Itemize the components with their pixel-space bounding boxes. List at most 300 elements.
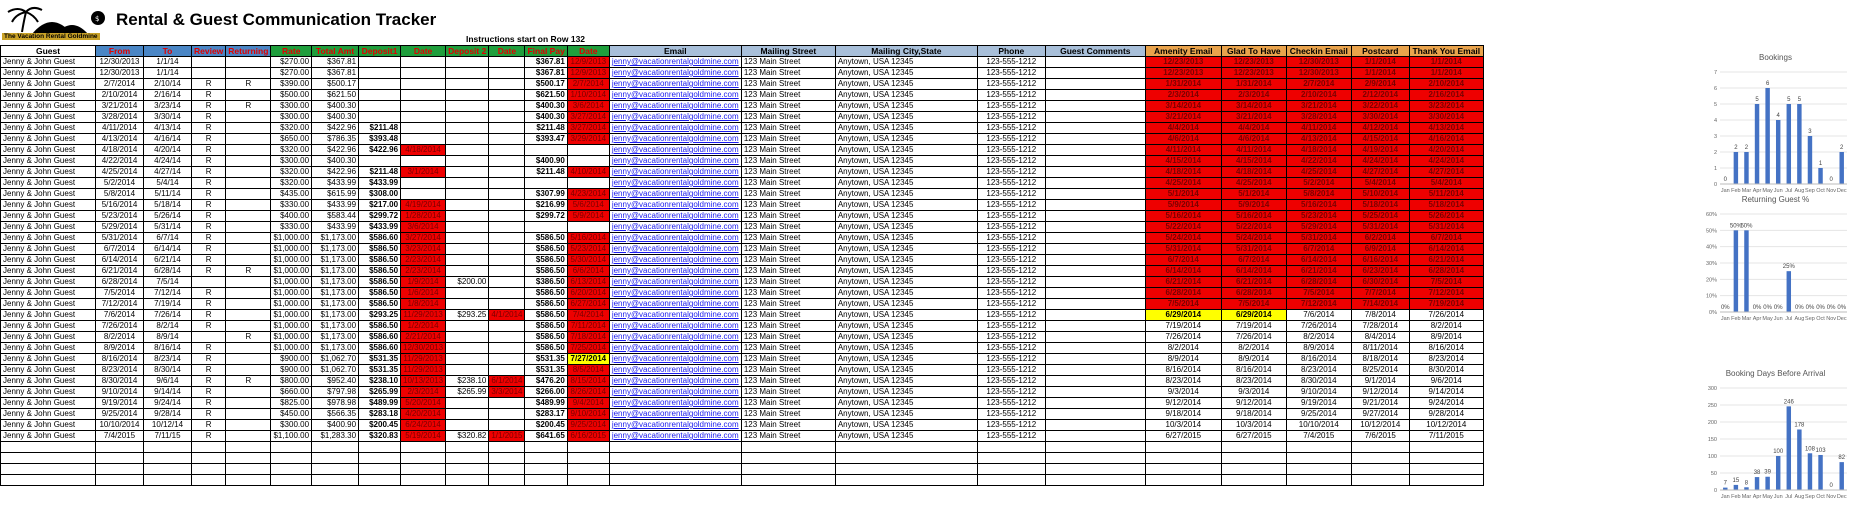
cell-thank-you-email[interactable]: 6/28/2014	[1409, 266, 1483, 277]
cell-phone[interactable]: 123-555-1212	[977, 387, 1045, 398]
cell-guest-comments[interactable]	[1045, 211, 1145, 222]
cell-glad-to-have[interactable]: 6/21/2014	[1221, 277, 1286, 288]
cell-email[interactable]: jenny@vacationrentalgoldmine.com	[609, 277, 741, 288]
cell-mailing-city[interactable]: Anytown, USA 12345	[835, 354, 977, 365]
cell-rate[interactable]: $1,000.00	[271, 233, 312, 244]
cell-mailing-street[interactable]: 123 Main Street	[741, 156, 835, 167]
cell-glad-to-have[interactable]: 4/25/2014	[1221, 178, 1286, 189]
cell-rate[interactable]: $1,000.00	[271, 343, 312, 354]
cell-rate[interactable]: $400.00	[271, 211, 312, 222]
cell-review[interactable]: R	[192, 79, 226, 90]
cell-deposit1[interactable]: $200.45	[359, 420, 401, 431]
cell-total-amt[interactable]: $978.98	[312, 398, 359, 409]
cell-date1[interactable]: 1/8/2014	[401, 299, 446, 310]
cell-total-amt[interactable]: $1,173.00	[312, 343, 359, 354]
header-final-pay[interactable]: Final Pay	[525, 46, 567, 57]
cell-rate[interactable]: $1,000.00	[271, 332, 312, 343]
cell-email[interactable]: jenny@vacationrentalgoldmine.com	[609, 321, 741, 332]
cell-postcard[interactable]: 8/11/2014	[1351, 343, 1409, 354]
cell-email[interactable]: jenny@vacationrentalgoldmine.com	[609, 299, 741, 310]
cell-date3[interactable]: 3/27/2014	[567, 123, 609, 134]
cell-date1[interactable]: 1/2/2014	[401, 321, 446, 332]
cell-guest-comments[interactable]	[1045, 431, 1145, 442]
cell-rate[interactable]: $330.00	[271, 222, 312, 233]
cell-mailing-city[interactable]: Anytown, USA 12345	[835, 343, 977, 354]
cell-date2[interactable]: 4/1/2014	[489, 310, 525, 321]
empty-cell[interactable]	[401, 464, 446, 475]
cell-mailing-city[interactable]: Anytown, USA 12345	[835, 57, 977, 68]
cell-checkin-email[interactable]: 5/8/2014	[1286, 189, 1351, 200]
cell-thank-you-email[interactable]: 1/1/2014	[1409, 57, 1483, 68]
cell-mailing-street[interactable]: 123 Main Street	[741, 178, 835, 189]
cell-postcard[interactable]: 1/1/2014	[1351, 57, 1409, 68]
cell-rate[interactable]: $650.00	[271, 134, 312, 145]
cell-date3[interactable]: 5/9/2014	[567, 211, 609, 222]
cell-final-pay[interactable]: $400.90	[525, 156, 567, 167]
cell-deposit1[interactable]: $531.35	[359, 365, 401, 376]
cell-checkin-email[interactable]: 10/10/2014	[1286, 420, 1351, 431]
empty-cell[interactable]	[1, 442, 96, 453]
cell-amenity-email[interactable]: 6/14/2014	[1145, 266, 1221, 277]
cell-date1[interactable]: 11/29/2013	[401, 354, 446, 365]
cell-guest[interactable]: Jenny & John Guest	[1, 57, 96, 68]
cell-deposit2[interactable]	[446, 365, 489, 376]
cell-phone[interactable]: 123-555-1212	[977, 420, 1045, 431]
empty-cell[interactable]	[144, 475, 192, 486]
empty-cell[interactable]	[1409, 453, 1483, 464]
cell-phone[interactable]: 123-555-1212	[977, 211, 1045, 222]
cell-amenity-email[interactable]: 4/25/2014	[1145, 178, 1221, 189]
cell-to[interactable]: 6/7/14	[144, 233, 192, 244]
cell-guest-comments[interactable]	[1045, 244, 1145, 255]
empty-cell[interactable]	[741, 475, 835, 486]
cell-total-amt[interactable]: $1,173.00	[312, 310, 359, 321]
cell-mailing-city[interactable]: Anytown, USA 12345	[835, 68, 977, 79]
cell-mailing-city[interactable]: Anytown, USA 12345	[835, 167, 977, 178]
cell-date3[interactable]: 4/23/2014	[567, 189, 609, 200]
cell-to[interactable]: 6/28/14	[144, 266, 192, 277]
cell-guest-comments[interactable]	[1045, 420, 1145, 431]
cell-total-amt[interactable]: $1,062.70	[312, 354, 359, 365]
cell-glad-to-have[interactable]: 5/24/2014	[1221, 233, 1286, 244]
cell-amenity-email[interactable]: 9/3/2014	[1145, 387, 1221, 398]
cell-date1[interactable]	[401, 68, 446, 79]
cell-returning[interactable]	[226, 90, 271, 101]
cell-deposit2[interactable]	[446, 299, 489, 310]
cell-thank-you-email[interactable]: 8/9/2014	[1409, 332, 1483, 343]
cell-amenity-email[interactable]: 5/24/2014	[1145, 233, 1221, 244]
cell-glad-to-have[interactable]: 5/22/2014	[1221, 222, 1286, 233]
cell-final-pay[interactable]: $489.99	[525, 398, 567, 409]
cell-returning[interactable]: R	[226, 332, 271, 343]
cell-thank-you-email[interactable]: 7/5/2014	[1409, 277, 1483, 288]
cell-from[interactable]: 5/8/2014	[96, 189, 144, 200]
empty-cell[interactable]	[977, 475, 1045, 486]
cell-date2[interactable]	[489, 233, 525, 244]
cell-postcard[interactable]: 5/4/2014	[1351, 178, 1409, 189]
cell-glad-to-have[interactable]: 6/29/2014	[1221, 310, 1286, 321]
cell-glad-to-have[interactable]: 3/14/2014	[1221, 101, 1286, 112]
cell-guest-comments[interactable]	[1045, 101, 1145, 112]
header-amenity-email[interactable]: Amenity Email	[1145, 46, 1221, 57]
cell-email[interactable]: jenny@vacationrentalgoldmine.com	[609, 57, 741, 68]
cell-checkin-email[interactable]: 4/11/2014	[1286, 123, 1351, 134]
cell-to[interactable]: 4/16/14	[144, 134, 192, 145]
cell-date3[interactable]: 4/10/2014	[567, 167, 609, 178]
header-email[interactable]: Email	[609, 46, 741, 57]
cell-deposit1[interactable]: $531.35	[359, 354, 401, 365]
cell-returning[interactable]	[226, 409, 271, 420]
cell-total-amt[interactable]: $566.35	[312, 409, 359, 420]
cell-date2[interactable]	[489, 101, 525, 112]
cell-final-pay[interactable]: $211.48	[525, 123, 567, 134]
cell-checkin-email[interactable]: 8/2/2014	[1286, 332, 1351, 343]
cell-to[interactable]: 7/12/14	[144, 288, 192, 299]
cell-date2[interactable]	[489, 354, 525, 365]
cell-checkin-email[interactable]: 6/21/2014	[1286, 266, 1351, 277]
cell-date1[interactable]: 3/27/2014	[401, 233, 446, 244]
cell-checkin-email[interactable]: 8/16/2014	[1286, 354, 1351, 365]
cell-guest-comments[interactable]	[1045, 57, 1145, 68]
cell-guest[interactable]: Jenny & John Guest	[1, 321, 96, 332]
cell-guest[interactable]: Jenny & John Guest	[1, 134, 96, 145]
empty-cell[interactable]	[609, 464, 741, 475]
cell-total-amt[interactable]: $797.98	[312, 387, 359, 398]
cell-glad-to-have[interactable]: 10/3/2014	[1221, 420, 1286, 431]
header-thank-you-email[interactable]: Thank You Email	[1409, 46, 1483, 57]
cell-checkin-email[interactable]: 7/12/2014	[1286, 299, 1351, 310]
cell-thank-you-email[interactable]: 6/14/2014	[1409, 244, 1483, 255]
cell-from[interactable]: 5/23/2014	[96, 211, 144, 222]
cell-date1[interactable]: 2/21/2014	[401, 332, 446, 343]
cell-rate[interactable]: $320.00	[271, 178, 312, 189]
cell-phone[interactable]: 123-555-1212	[977, 79, 1045, 90]
cell-mailing-city[interactable]: Anytown, USA 12345	[835, 79, 977, 90]
cell-mailing-city[interactable]: Anytown, USA 12345	[835, 112, 977, 123]
empty-cell[interactable]	[312, 464, 359, 475]
cell-thank-you-email[interactable]: 2/10/2014	[1409, 79, 1483, 90]
cell-review[interactable]: R	[192, 321, 226, 332]
cell-guest[interactable]: Jenny & John Guest	[1, 222, 96, 233]
cell-amenity-email[interactable]: 6/29/2014	[1145, 310, 1221, 321]
cell-date2[interactable]	[489, 68, 525, 79]
cell-date1[interactable]: 3/23/2014	[401, 244, 446, 255]
cell-checkin-email[interactable]: 5/29/2014	[1286, 222, 1351, 233]
cell-glad-to-have[interactable]: 8/16/2014	[1221, 365, 1286, 376]
cell-checkin-email[interactable]: 7/4/2015	[1286, 431, 1351, 442]
cell-deposit2[interactable]	[446, 332, 489, 343]
cell-guest-comments[interactable]	[1045, 90, 1145, 101]
cell-review[interactable]: R	[192, 178, 226, 189]
empty-cell[interactable]	[401, 475, 446, 486]
cell-from[interactable]: 2/7/2014	[96, 79, 144, 90]
cell-postcard[interactable]: 10/12/2014	[1351, 420, 1409, 431]
cell-mailing-street[interactable]: 123 Main Street	[741, 354, 835, 365]
cell-checkin-email[interactable]: 6/28/2014	[1286, 277, 1351, 288]
cell-deposit2[interactable]	[446, 233, 489, 244]
cell-rate[interactable]: $300.00	[271, 156, 312, 167]
cell-date2[interactable]: 3/3/2014	[489, 387, 525, 398]
cell-deposit2[interactable]	[446, 343, 489, 354]
cell-date2[interactable]	[489, 156, 525, 167]
cell-phone[interactable]: 123-555-1212	[977, 321, 1045, 332]
cell-date1[interactable]: 3/6/2014	[401, 222, 446, 233]
cell-phone[interactable]: 123-555-1212	[977, 167, 1045, 178]
cell-mailing-street[interactable]: 123 Main Street	[741, 68, 835, 79]
cell-review[interactable]: R	[192, 299, 226, 310]
cell-email[interactable]: jenny@vacationrentalgoldmine.com	[609, 431, 741, 442]
cell-final-pay[interactable]: $216.99	[525, 200, 567, 211]
cell-mailing-city[interactable]: Anytown, USA 12345	[835, 123, 977, 134]
cell-mailing-city[interactable]: Anytown, USA 12345	[835, 200, 977, 211]
cell-total-amt[interactable]: $400.90	[312, 420, 359, 431]
cell-returning[interactable]	[226, 431, 271, 442]
cell-date3[interactable]: 7/27/2014	[567, 354, 609, 365]
cell-phone[interactable]: 123-555-1212	[977, 156, 1045, 167]
cell-postcard[interactable]: 4/12/2014	[1351, 123, 1409, 134]
cell-mailing-street[interactable]: 123 Main Street	[741, 288, 835, 299]
cell-deposit1[interactable]: $211.48	[359, 123, 401, 134]
cell-from[interactable]: 6/14/2014	[96, 255, 144, 266]
cell-thank-you-email[interactable]: 3/30/2014	[1409, 112, 1483, 123]
cell-checkin-email[interactable]: 8/23/2014	[1286, 365, 1351, 376]
cell-glad-to-have[interactable]: 8/2/2014	[1221, 343, 1286, 354]
cell-deposit2[interactable]	[446, 398, 489, 409]
cell-deposit1[interactable]: $586.60	[359, 332, 401, 343]
cell-deposit2[interactable]: $265.99	[446, 387, 489, 398]
cell-thank-you-email[interactable]: 6/21/2014	[1409, 255, 1483, 266]
cell-date3[interactable]: 8/5/2014	[567, 365, 609, 376]
cell-deposit1[interactable]: $283.18	[359, 409, 401, 420]
cell-review[interactable]: R	[192, 266, 226, 277]
cell-returning[interactable]	[226, 134, 271, 145]
cell-final-pay[interactable]: $586.50	[525, 332, 567, 343]
cell-email[interactable]: jenny@vacationrentalgoldmine.com	[609, 211, 741, 222]
cell-mailing-city[interactable]: Anytown, USA 12345	[835, 310, 977, 321]
cell-deposit2[interactable]	[446, 211, 489, 222]
cell-deposit2[interactable]	[446, 145, 489, 156]
cell-from[interactable]: 8/23/2014	[96, 365, 144, 376]
cell-rate[interactable]: $1,100.00	[271, 431, 312, 442]
cell-to[interactable]: 5/11/14	[144, 189, 192, 200]
cell-guest[interactable]: Jenny & John Guest	[1, 277, 96, 288]
empty-cell[interactable]	[741, 442, 835, 453]
cell-final-pay[interactable]: $400.30	[525, 112, 567, 123]
cell-guest[interactable]: Jenny & John Guest	[1, 90, 96, 101]
cell-postcard[interactable]: 6/9/2014	[1351, 244, 1409, 255]
cell-glad-to-have[interactable]: 12/23/2013	[1221, 68, 1286, 79]
empty-cell[interactable]	[271, 442, 312, 453]
cell-amenity-email[interactable]: 1/31/2014	[1145, 79, 1221, 90]
cell-final-pay[interactable]: $500.17	[525, 79, 567, 90]
cell-guest-comments[interactable]	[1045, 255, 1145, 266]
cell-date1[interactable]: 2/3/2014	[401, 387, 446, 398]
cell-mailing-street[interactable]: 123 Main Street	[741, 409, 835, 420]
cell-postcard[interactable]: 3/30/2014	[1351, 112, 1409, 123]
cell-rate[interactable]: $1,000.00	[271, 321, 312, 332]
cell-checkin-email[interactable]: 5/23/2014	[1286, 211, 1351, 222]
cell-final-pay[interactable]: $586.50	[525, 266, 567, 277]
cell-final-pay[interactable]: $367.81	[525, 57, 567, 68]
cell-postcard[interactable]: 7/8/2014	[1351, 310, 1409, 321]
cell-date1[interactable]: 5/19/2014	[401, 431, 446, 442]
cell-mailing-street[interactable]: 123 Main Street	[741, 57, 835, 68]
cell-to[interactable]: 8/9/14	[144, 332, 192, 343]
cell-to[interactable]: 7/26/14	[144, 310, 192, 321]
cell-date1[interactable]: 2/23/2014	[401, 266, 446, 277]
cell-date2[interactable]	[489, 90, 525, 101]
cell-mailing-city[interactable]: Anytown, USA 12345	[835, 321, 977, 332]
cell-returning[interactable]	[226, 321, 271, 332]
cell-rate[interactable]: $1,000.00	[271, 288, 312, 299]
cell-postcard[interactable]: 1/1/2014	[1351, 68, 1409, 79]
empty-cell[interactable]	[401, 442, 446, 453]
cell-review[interactable]: R	[192, 431, 226, 442]
cell-final-pay[interactable]: $586.50	[525, 233, 567, 244]
cell-phone[interactable]: 123-555-1212	[977, 244, 1045, 255]
cell-mailing-city[interactable]: Anytown, USA 12345	[835, 409, 977, 420]
cell-review[interactable]: R	[192, 211, 226, 222]
cell-guest-comments[interactable]	[1045, 387, 1145, 398]
cell-amenity-email[interactable]: 4/11/2014	[1145, 145, 1221, 156]
cell-guest[interactable]: Jenny & John Guest	[1, 255, 96, 266]
cell-guest-comments[interactable]	[1045, 343, 1145, 354]
cell-rate[interactable]: $300.00	[271, 420, 312, 431]
cell-postcard[interactable]: 7/28/2014	[1351, 321, 1409, 332]
cell-date2[interactable]	[489, 288, 525, 299]
cell-email[interactable]: jenny@vacationrentalgoldmine.com	[609, 178, 741, 189]
cell-email[interactable]: jenny@vacationrentalgoldmine.com	[609, 167, 741, 178]
cell-postcard[interactable]: 5/10/2014	[1351, 189, 1409, 200]
cell-amenity-email[interactable]: 6/27/2015	[1145, 431, 1221, 442]
cell-returning[interactable]	[226, 167, 271, 178]
cell-amenity-email[interactable]: 12/23/2013	[1145, 57, 1221, 68]
cell-review[interactable]: R	[192, 145, 226, 156]
cell-mailing-street[interactable]: 123 Main Street	[741, 189, 835, 200]
cell-from[interactable]: 8/30/2014	[96, 376, 144, 387]
cell-date2[interactable]	[489, 200, 525, 211]
empty-cell[interactable]	[1045, 464, 1145, 475]
cell-glad-to-have[interactable]: 4/11/2014	[1221, 145, 1286, 156]
empty-cell[interactable]	[1351, 453, 1409, 464]
cell-deposit1[interactable]: $293.25	[359, 310, 401, 321]
cell-amenity-email[interactable]: 8/9/2014	[1145, 354, 1221, 365]
empty-cell[interactable]	[446, 464, 489, 475]
cell-checkin-email[interactable]: 6/14/2014	[1286, 255, 1351, 266]
cell-thank-you-email[interactable]: 7/26/2014	[1409, 310, 1483, 321]
empty-cell[interactable]	[271, 475, 312, 486]
cell-guest-comments[interactable]	[1045, 112, 1145, 123]
cell-deposit1[interactable]	[359, 156, 401, 167]
cell-amenity-email[interactable]: 5/16/2014	[1145, 211, 1221, 222]
empty-cell[interactable]	[226, 464, 271, 475]
cell-guest[interactable]: Jenny & John Guest	[1, 387, 96, 398]
cell-final-pay[interactable]: $200.45	[525, 420, 567, 431]
cell-rate[interactable]: $390.00	[271, 79, 312, 90]
cell-date3[interactable]: 1/10/2014	[567, 90, 609, 101]
cell-from[interactable]: 6/21/2014	[96, 266, 144, 277]
cell-date3[interactable]: 3/6/2014	[567, 101, 609, 112]
cell-thank-you-email[interactable]: 5/4/2014	[1409, 178, 1483, 189]
cell-mailing-city[interactable]: Anytown, USA 12345	[835, 288, 977, 299]
cell-amenity-email[interactable]: 4/4/2014	[1145, 123, 1221, 134]
cell-mailing-city[interactable]: Anytown, USA 12345	[835, 398, 977, 409]
cell-to[interactable]: 2/10/14	[144, 79, 192, 90]
cell-email[interactable]: jenny@vacationrentalgoldmine.com	[609, 90, 741, 101]
cell-guest[interactable]: Jenny & John Guest	[1, 68, 96, 79]
cell-thank-you-email[interactable]: 9/14/2014	[1409, 387, 1483, 398]
cell-returning[interactable]: R	[226, 266, 271, 277]
cell-rate[interactable]: $320.00	[271, 123, 312, 134]
cell-postcard[interactable]: 8/4/2014	[1351, 332, 1409, 343]
cell-mailing-street[interactable]: 123 Main Street	[741, 266, 835, 277]
cell-mailing-city[interactable]: Anytown, USA 12345	[835, 178, 977, 189]
cell-date3[interactable]: 6/20/2014	[567, 288, 609, 299]
cell-from[interactable]: 9/19/2014	[96, 398, 144, 409]
header-returning[interactable]: Returning	[226, 46, 271, 57]
cell-deposit2[interactable]	[446, 255, 489, 266]
cell-to[interactable]: 5/26/14	[144, 211, 192, 222]
cell-to[interactable]: 8/16/14	[144, 343, 192, 354]
empty-cell[interactable]	[1221, 464, 1286, 475]
cell-date3[interactable]: 3/27/2014	[567, 112, 609, 123]
empty-cell[interactable]	[1286, 442, 1351, 453]
cell-final-pay[interactable]: $393.47	[525, 134, 567, 145]
cell-rate[interactable]: $1,000.00	[271, 244, 312, 255]
cell-from[interactable]: 5/29/2014	[96, 222, 144, 233]
cell-glad-to-have[interactable]: 4/6/2014	[1221, 134, 1286, 145]
cell-review[interactable]: R	[192, 200, 226, 211]
cell-deposit2[interactable]	[446, 244, 489, 255]
cell-guest[interactable]: Jenny & John Guest	[1, 244, 96, 255]
cell-date2[interactable]	[489, 343, 525, 354]
cell-returning[interactable]	[226, 145, 271, 156]
empty-cell[interactable]	[525, 442, 567, 453]
cell-amenity-email[interactable]: 4/15/2014	[1145, 156, 1221, 167]
cell-review[interactable]: R	[192, 156, 226, 167]
empty-cell[interactable]	[1145, 475, 1221, 486]
cell-date3[interactable]: 5/16/2014	[567, 233, 609, 244]
cell-final-pay[interactable]: $621.50	[525, 90, 567, 101]
cell-deposit2[interactable]	[446, 68, 489, 79]
cell-email[interactable]: jenny@vacationrentalgoldmine.com	[609, 255, 741, 266]
cell-total-amt[interactable]: $500.17	[312, 79, 359, 90]
cell-phone[interactable]: 123-555-1212	[977, 68, 1045, 79]
cell-checkin-email[interactable]: 2/7/2014	[1286, 79, 1351, 90]
empty-cell[interactable]	[835, 464, 977, 475]
cell-mailing-city[interactable]: Anytown, USA 12345	[835, 134, 977, 145]
cell-mailing-street[interactable]: 123 Main Street	[741, 90, 835, 101]
empty-cell[interactable]	[359, 464, 401, 475]
cell-mailing-street[interactable]: 123 Main Street	[741, 200, 835, 211]
cell-review[interactable]: R	[192, 101, 226, 112]
cell-mailing-city[interactable]: Anytown, USA 12345	[835, 211, 977, 222]
cell-thank-you-email[interactable]: 8/23/2014	[1409, 354, 1483, 365]
cell-rate[interactable]: $330.00	[271, 200, 312, 211]
cell-from[interactable]: 10/10/2014	[96, 420, 144, 431]
cell-date2[interactable]	[489, 178, 525, 189]
cell-guest[interactable]: Jenny & John Guest	[1, 189, 96, 200]
cell-total-amt[interactable]: $615.99	[312, 189, 359, 200]
cell-mailing-street[interactable]: 123 Main Street	[741, 387, 835, 398]
cell-to[interactable]: 8/23/14	[144, 354, 192, 365]
cell-email[interactable]: jenny@vacationrentalgoldmine.com	[609, 233, 741, 244]
empty-cell[interactable]	[446, 453, 489, 464]
cell-date1[interactable]	[401, 134, 446, 145]
cell-phone[interactable]: 123-555-1212	[977, 354, 1045, 365]
cell-deposit1[interactable]	[359, 90, 401, 101]
cell-postcard[interactable]: 4/15/2014	[1351, 134, 1409, 145]
